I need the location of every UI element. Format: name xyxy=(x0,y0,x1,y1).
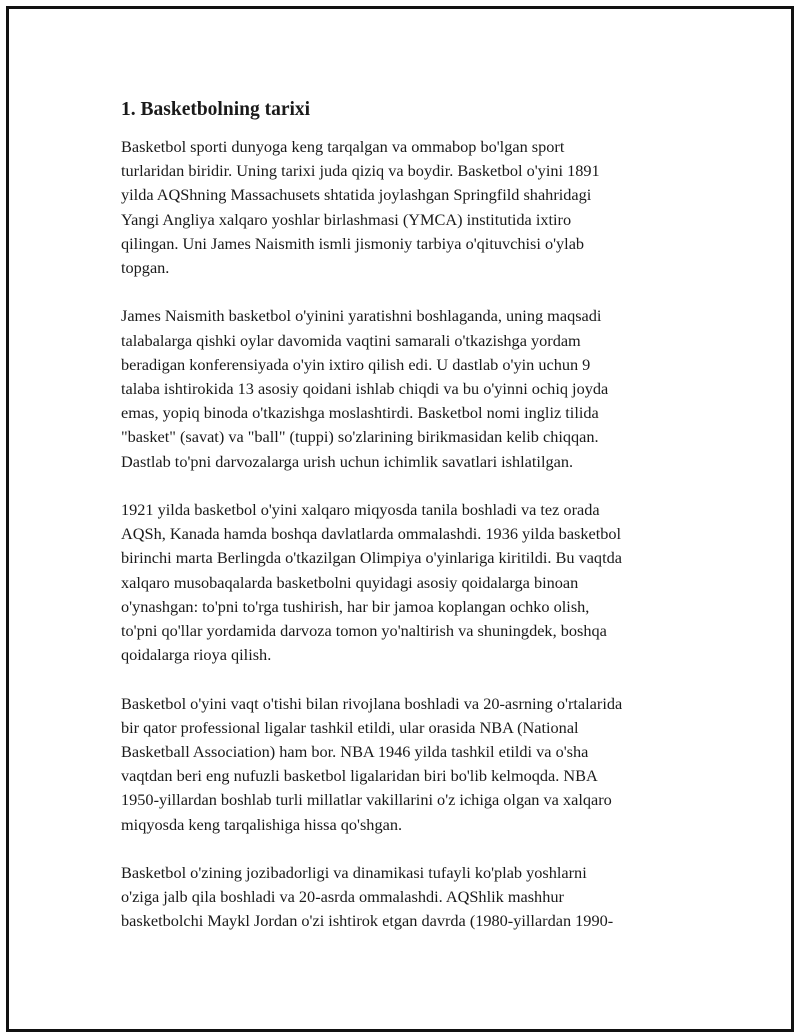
paragraph-1: Basketbol sporti dunyoga keng tarqalgan va ommabop bo'lgan sport turlaridan biridir. Uning tarixi juda qiziq va boydir. Basketbol o'yini 1891 yilda AQShning Massachusets shtatida joylashgan Springfild shahridagi Yangi Angliya xalqaro yoshlar birlashmasi (YMCA) institutida ixtiro qilingan. Uni James Naismith ismli jismoniy tarbiya o'qituvchisi o'ylab topgan. xyxy=(121,137,600,278)
page-frame xyxy=(6,6,794,1032)
document-body xyxy=(121,97,701,958)
paragraph-4: Basketbol o'yini vaqt o'tishi bilan rivojlana boshladi va 20-asrning o'rtalarida bir qator professional ligalar tashkil etildi, ular orasida NBA (National Basketball Association) ham bor. NBA 1946 yilda tashkil etildi va o'sha vaqtdan beri eng nufuzli basketbol ligalaridan biri bo'lib kelmoqda. NBA 1950-yillardan boshlab turli millatlar vakillarini o'z ichiga olgan va xalqaro miqyosda keng tarqalishiga hissa qo'shgan. xyxy=(121,693,623,834)
paragraph-2: James Naismith basketbol o'yinini yaratishni boshlaganda, uning maqsadi talabalarga qishki oylar davomida vaqtini samarali o'tkazishga yordam beradigan konferensiyada o'yin ixtiro qilish edi. U dastlab o'yin uchun 9 talaba ishtirokida 13 asosiy qoidani ishlab chiqdi va bu o'yinni ochiq joyda emas, yopiq binoda o'tkazishga moslashtirdi. Basketbol nomi ingliz tilida "basket" (savat) va "ball" (tuppi) so'zlarining birikmasidan kelib chiqqan. Dastlab to'pni darvozalarga urish uchun ichimlik savatlari ishlatilgan. xyxy=(121,306,609,471)
paragraph-5: Basketbol o'zining jozibadorligi va dinamikasi tufayli ko'plab yoshlarni o'ziga jalb qila boshladi va 20-asrda ommalashdi. AQShlik mashhur basketbolchi Maykl Jordan o'zi ishtirok etgan davrda (1980-yillardan 1990- xyxy=(121,863,614,931)
paragraph-3: 1921 yilda basketbol o'yini xalqaro miqyosda tanila boshladi va tez orada AQSh, Kanada hamda boshqa davlatlarda ommalashdi. 1936 yilda basketbol birinchi marta Berlingda o'tkazilgan Olimpiya o'yinlariga kiritildi. Bu vaqtda xalqaro musobaqalarda basketbolni quyidagi asosiy qoidalarga binoan o'ynashgan: to'pni to'rga tushirish, har bir jamoa koplangan ochko olish, to'pni qo'llar yordamida darvoza tomon yo'naltirish va shuningdek, boshqa qoidalarga rioya qilish. xyxy=(121,500,622,665)
section-heading: 1. Basketbolning tarixi xyxy=(121,99,311,120)
